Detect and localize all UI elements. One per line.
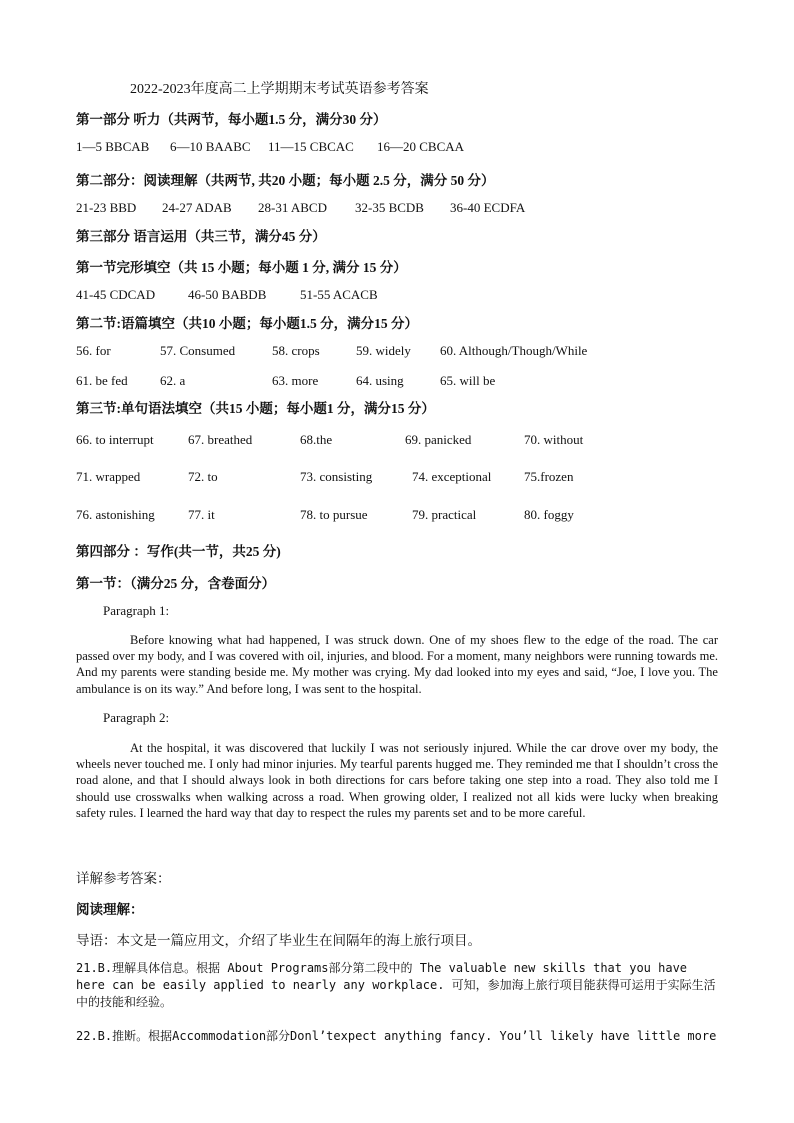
cloze-answers [76,287,736,305]
answer-item: 75.frozen [524,469,574,484]
part2-heading: 第二部分：阅读理解（共两节, 共20 小题；每小题 2.5 分，满分 50 分） [76,173,495,188]
answer-group: 16—20 CBCAA [377,139,465,154]
passage-fill-row [76,373,736,391]
paragraph2-text: At the hospital, it was discovered that luckily I was not seriously injured. While the car drove over my body, the wheels never touched me. I only had minor injuries. My tearful parents hugged me. They reminded me that I shouldn’t cross the road alone, and that I should always look in both directions for cars before taking one step into a road. They also told me I should use crosswalks when walking across a road. When growing older, I realized not all kids were lucky when breaking safety rules. I learned the hard way that day to respect the rules my parents set and to be more careful. [76,741,718,820]
answer-item: 72. to [188,469,218,484]
grammar-fill-row [76,507,736,525]
answer-item: 61. be fed [76,373,128,388]
answer-item: 56. for [76,343,111,358]
answer-group: 21-23 BBD [76,200,137,215]
question-22-explanation [76,1028,720,1045]
answer-item: 60. Although/Though/While [440,343,588,358]
paragraph1-label: Paragraph 1: [103,603,170,618]
answer-item: 74. exceptional [412,469,492,484]
part1-answers [76,139,736,157]
part2-answers [76,200,736,218]
reading-heading: 阅读理解： [76,902,144,917]
answer-item: 64. using [356,373,404,388]
answer-group: 11—15 CBCAC [268,139,354,154]
part3-section1-heading: 第一节完形填空（共 15 小题；每小题 1 分, 满分 15 分） [76,260,407,275]
answer-group: 28-31 ABCD [258,200,327,215]
answer-item: 76. astonishing [76,507,155,522]
part3-section3-heading: 第三节:单句语法填空（共15 小题；每小题1 分，满分15 分） [76,401,435,416]
answer-group: 24-27 ADAB [162,200,232,215]
answer-group: 1—5 BBCAB [76,139,150,154]
answer-item: 70. without [524,432,584,447]
answer-group: 36-40 ECDFA [450,200,526,215]
question-21-text: 21.B.理解具体信息。根据 About Programs部分第二段中的 The valuable new skills that you have here can be easily applied to nearly any workplace. 可知，参加海上旅行项目能获得可运用于实际生活中的技能和经验。 [76,961,716,1009]
answer-item: 66. to interrupt [76,432,154,447]
grammar-fill-row [76,469,736,487]
part1-heading: 第一部分 听力（共两节，每小题1.5 分，满分30 分） [76,112,387,127]
details-heading: 详解参考答案： [76,871,171,886]
answer-group: 51-55 ACACB [300,287,378,302]
answer-group: 6—10 BAABC [170,139,251,154]
part3-heading: 第三部分 语言运用（共三节，满分45 分） [76,229,326,244]
paragraph1-text: Before knowing what had happened, I was struck down. One of my shoes flew to the edge of the road. The car passed over my body, and I was covered with oil, injuries, and blood. For a moment, many neighbors were running towards me. And my parents were standing beside me. My mother was crying. My dad looked into my eyes and said, “Joe, I love you. The ambulance is on its way.” And before long, I was sent to the hospital. [76,633,718,696]
answer-item: 68.the [300,432,333,447]
answer-item: 65. will be [440,373,496,388]
answer-item: 58. crops [272,343,320,358]
answer-item: 62. a [160,373,186,388]
question-22-text: 22.B.推断。根据Accommodation部分Donl’texpect anything fancy. You’ll likely have little more [76,1029,717,1043]
answer-group: 41-45 CDCAD [76,287,156,302]
passage-fill-row [76,343,736,361]
answer-item: 80. foggy [524,507,574,522]
answer-group: 46-50 BABDB [188,287,267,302]
answer-item: 73. consisting [300,469,373,484]
answer-item: 71. wrapped [76,469,141,484]
answer-item: 59. widely [356,343,411,358]
part3-section2-heading: 第二节:语篇填空（共10 小题；每小题1.5 分，满分15 分） [76,316,418,331]
answer-group: 32-35 BCDB [355,200,424,215]
answer-item: 67. breathed [188,432,253,447]
part4-heading: 第四部分 ：写作(共一节，共25 分) [76,544,281,559]
answer-item: 77. it [188,507,215,522]
part4-section1-heading: 第一节：（满分25 分，含卷面分） [76,576,276,591]
answer-item: 78. to pursue [300,507,368,522]
question-21-explanation [76,960,720,1011]
answer-item: 63. more [272,373,319,388]
grammar-fill-row [76,432,736,450]
answer-item: 79. practical [412,507,477,522]
passage-intro: 导语：本文是一篇应用文，介绍了毕业生在间隔年的海上旅行项目。 [76,933,481,948]
paragraph2-label: Paragraph 2: [103,710,170,725]
answer-item: 57. Consumed [160,343,236,358]
document-title: 2022-2023年度高二上学期期末考试英语参考答案 [130,82,429,97]
answer-item: 69. panicked [405,432,472,447]
